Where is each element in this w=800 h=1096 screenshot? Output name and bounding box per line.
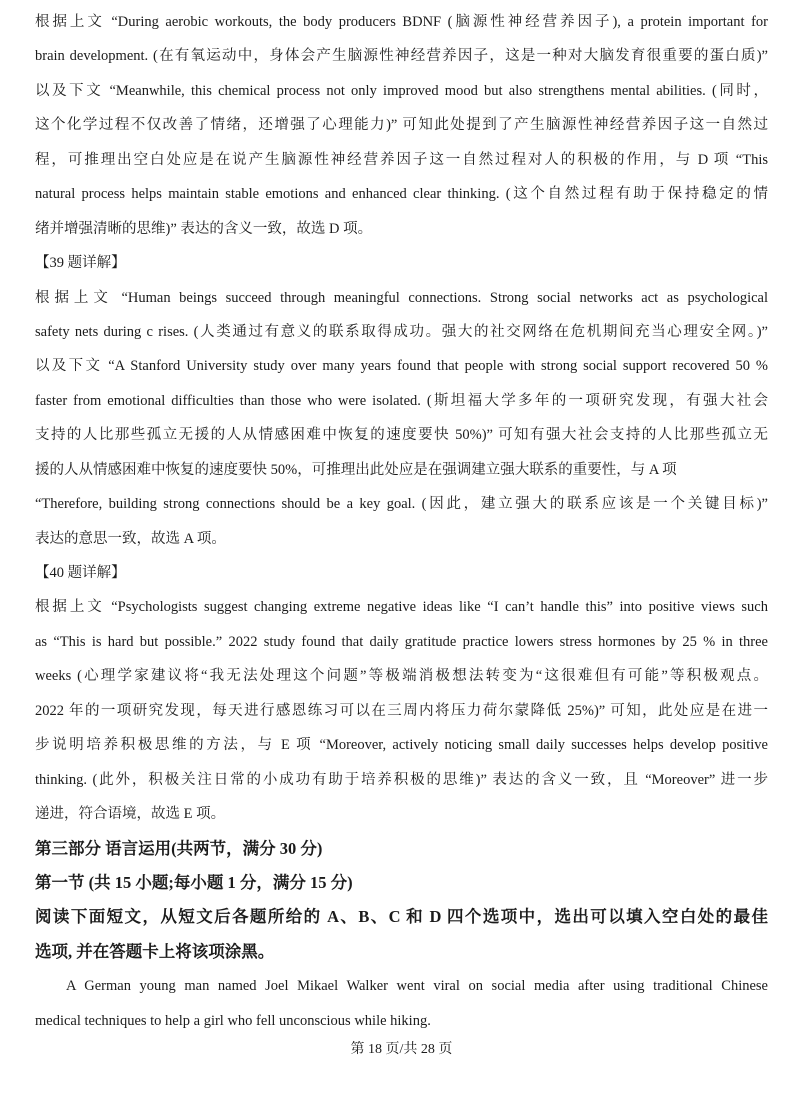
explanation-40-line: 递进，符合语境，故选 E 项。 [35,806,226,823]
instruction-line: 阅读下面短文，从短文后各题所给的 A、B、C 和 D 四个选项中，选出可以填入空白处的最佳 [35,907,768,927]
explanation-39-line: 根据上文 “Human beings succeed through meaningful connections. Strong social networks act as psychological [35,289,768,306]
explanation-38-line: 根据上文 “During aerobic workouts, the body producers BDNF (脑源性神经营养因子), a protein important for [35,14,768,30]
instruction-line: 选项, 并在答题卡上将该项涂黑。 [35,941,275,961]
detail-heading-39: 【39 题详解】 [35,255,126,272]
passage-line: A German young man named Joel Mikael Walker went viral on social media after using traditional Chinese [66,978,768,995]
part3-section-heading: 第三部分 语言运用(共两节，满分 30 分) [35,838,323,858]
explanation-38-line: 程，可推理出空白处应是在说产生脑源性神经营养因子这一自然过程对人的积极的作用，与 D 项 “This [35,151,768,168]
explanation-39-line: safety nets during c rises. (人类通过有意义的联系取得成功。强大的社交网络在危机期间充当心理安全网。)” [35,323,768,340]
page-number-footer: 第 18 页/共 28 页 [350,1042,453,1058]
explanation-38-line: 绪并增强清晰的思维)” 表达的含义一致，故选 D 项。 [35,220,373,237]
explanation-40-line: thinking. (此外，积极关注日常的小成功有助于培养积极的思维)” 表达的含义一致，且 “Moreover” 进一步 [35,771,768,788]
explanation-39-line: 支持的人比那些孤立无援的人从情感困难中恢复的速度要快 50%)” 可知有强大社会支持的人比那些孤立无 [35,427,768,444]
explanation-39-line: “Therefore, building strong connections should be a key goal. (因此，建立强大的联系应该是一个关键目标)” [35,496,768,513]
explanation-39-line: 援的人从情感困难中恢复的速度要快 50%，可推理出此处应是在强调建立强大联系的重要性，与 A 项 [35,461,677,478]
explanation-40-line: 根据上文 “Psychologists suggest changing extreme negative ideas like “I can’t handle this” into positive views such [35,599,768,616]
explanation-38-line: natural process helps maintain stable emotions and enhanced clear thinking. (这个自然过程有助于保持稳定的情 [35,186,768,203]
explanation-38-line: 以及下文 “Meanwhile, this chemical process not only improved mood but also strengthens mental abilities. (同时， [35,82,768,99]
explanation-40-line: weeks (心理学家建议将“我无法处理这个问题”等极端消极想法转变为“这很难但有可能”等积极观点。 [35,668,768,685]
passage-line: medical techniques to help a girl who fell unconscious while hiking. [35,1012,431,1029]
explanation-38-line: 这个化学过程不仅改善了情绪，还增强了心理能力)” 可知此处提到了产生脑源性神经营养因子这一自然过 [35,117,768,134]
explanation-39-line: 以及下文 “A Stanford University study over many years found that people with strong social support recovered 50 % [35,358,768,375]
explanation-40-line: 步说明培养积极思维的方法，与 E 项 “Moreover, actively noticing small daily successes helps develop positive [35,737,768,754]
explanation-40-line: 2022 年的一项研究发现，每天进行感恩练习可以在三周内将压力荷尔蒙降低 25%)” 可知，此处应是在进一 [35,702,768,719]
explanation-39-line: 表达的意思一致，故选 A 项。 [35,530,226,547]
explanation-40-line: as “This is hard but possible.” 2022 study found that daily gratitude practice lowers stress hormones by 25 % in three [35,633,768,650]
section1-heading: 第一节 (共 15 小题;每小题 1 分，满分 15 分) [35,872,353,892]
explanation-38-line: brain development. (在有氧运动中，身体会产生脑源性神经营养因子，这是一种对大脑发育很重要的蛋白质)” [35,48,768,65]
explanation-39-line: faster from emotional difficulties than those who were isolated. (斯坦福大学多年的一项研究发现，有强大社会 [35,392,768,409]
detail-heading-40: 【40 题详解】 [35,565,126,581]
